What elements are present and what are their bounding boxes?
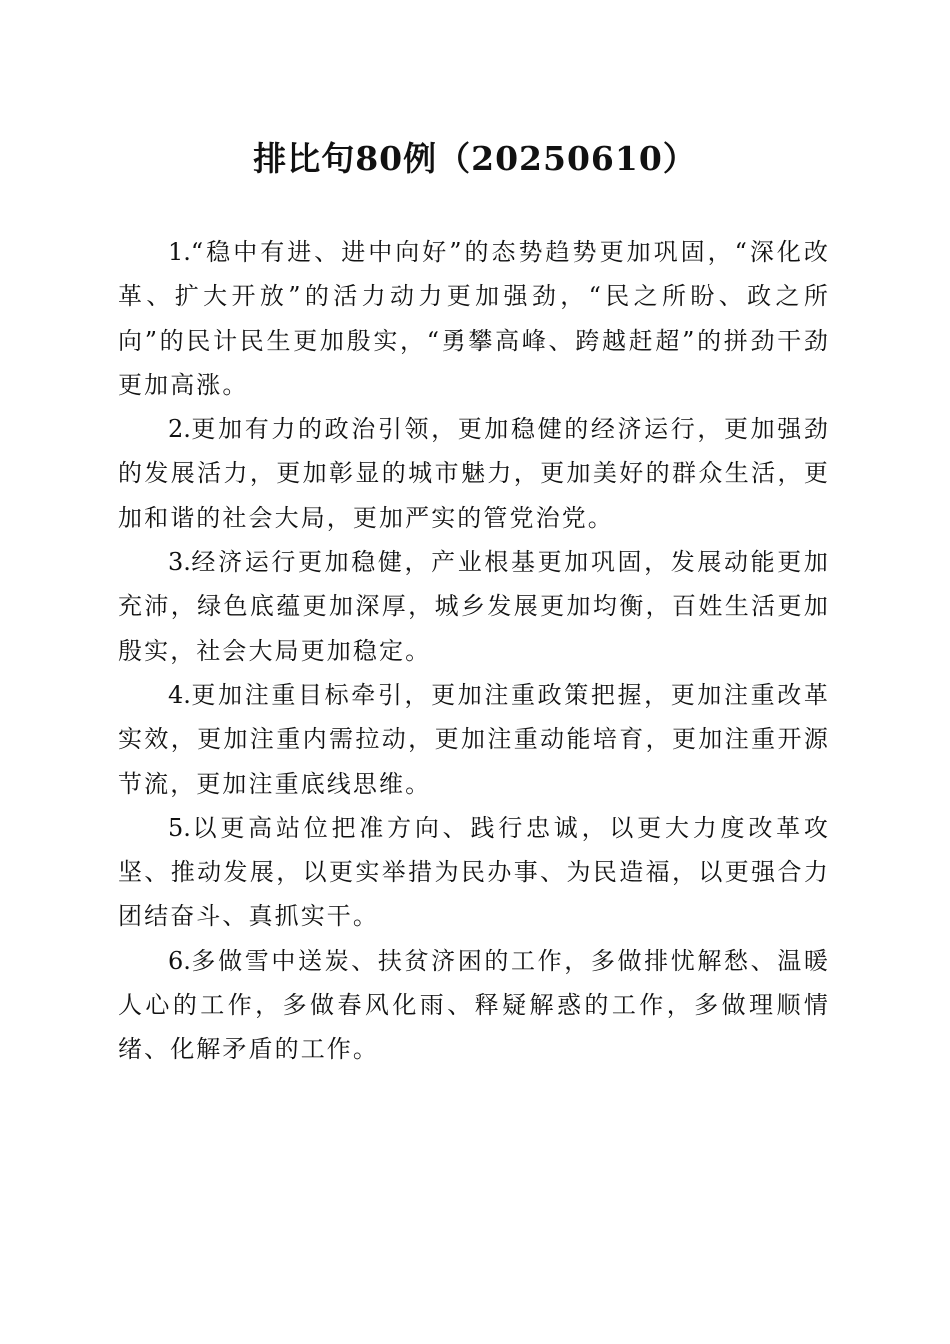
paragraph-5: [118, 806, 830, 939]
paragraph-1: [118, 230, 830, 407]
paragraph-text: 更加有力的政治引领，更加稳健的经济运行，更加强劲的发展活力，更加彰显的城市魅力，更加美好的群众生活，更加和谐的社会大局，更加严实的管党治党。: [118, 415, 830, 532]
paragraph-2: [118, 407, 830, 540]
paragraph-text: 以更高站位把准方向、践行忠诚，以更大力度改革攻坚、推动发展，以更实举措为民办事、为民造福，以更强合力团结奋斗、真抓实干。: [118, 813, 830, 931]
paragraph-number: 6.: [168, 946, 191, 975]
paragraph-number: 4.: [168, 680, 191, 709]
document-title: 排比句80例（20250610）: [253, 139, 697, 178]
paragraph-number: 1.: [168, 238, 191, 266]
paragraph-number: 3.: [168, 548, 191, 577]
paragraph-4: [118, 673, 830, 806]
paragraph-3: [118, 540, 830, 673]
paragraph-text: “稳中有进、进中向好”的态势趋势更加巩固，“深化改革、扩大开放”的活力动力更加强劲，“民之所盼、政之所向”的民计民生更加殷实，“勇攀高峰、跨越赶超”的拼劲干劲更加高涨。: [118, 238, 830, 399]
paragraph-number: 2.: [168, 415, 191, 444]
paragraph-text: 更加注重目标牵引，更加注重政策把握，更加注重改革实效，更加注重内需拉动，更加注重动能培育，更加注重开源节流，更加注重底线思维。: [118, 680, 830, 798]
paragraph-number: 5.: [168, 813, 191, 842]
paragraph-6: [118, 939, 830, 1072]
paragraph-text: 多做雪中送炭、扶贫济困的工作，多做排忧解愁、温暖人心的工作，多做春风化雨、释疑解惑的工作，多做理顺情绪、化解矛盾的工作。: [118, 946, 830, 1064]
paragraph-text: 经济运行更加稳健，产业根基更加巩固，发展动能更加充沛，绿色底蕴更加深厚，城乡发展更加均衡，百姓生活更加殷实，社会大局更加稳定。: [118, 548, 830, 665]
document-body: [118, 230, 830, 1072]
